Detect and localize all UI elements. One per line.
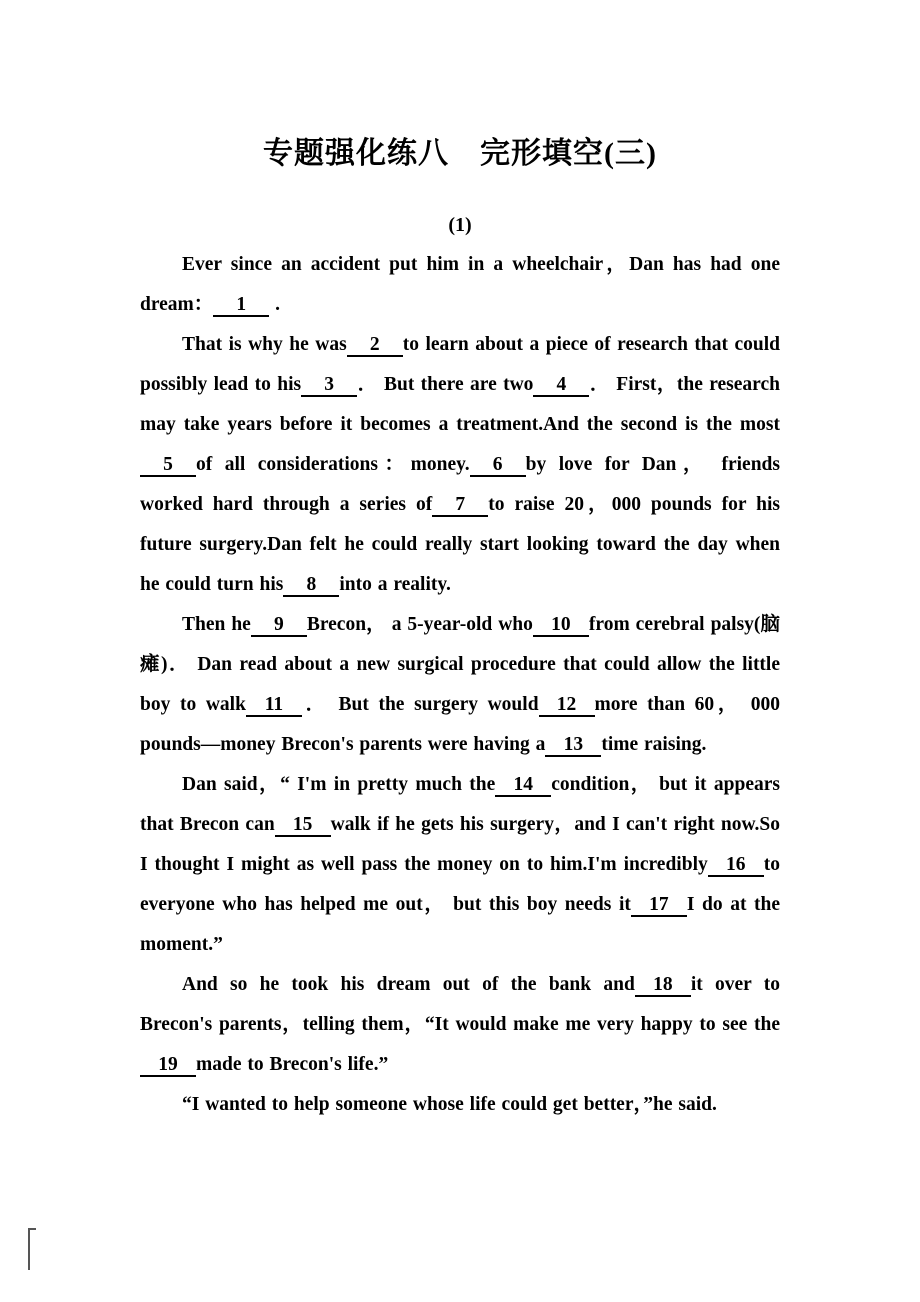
passage-text: of all considerations：money.	[196, 454, 470, 475]
passage-text: to everyone who has helped me out， but this boy needs it	[140, 854, 780, 915]
passage-text: ． But there are two	[357, 374, 534, 395]
passage	[140, 245, 780, 1125]
blank-10: 10	[533, 615, 589, 637]
passage-text: time raising.	[601, 734, 707, 755]
passage-text: Ever since an accident put him in a wheelchair，Dan has had one dream：	[140, 254, 780, 315]
passage-text: it over to Brecon's parents，telling them，“It would make me very happy to see the	[140, 974, 780, 1035]
passage-paragraph	[140, 765, 780, 965]
passage-text: And so he took his dream out of the bank and	[182, 974, 635, 995]
blank-14: 14	[495, 775, 551, 797]
passage-text: walk if he gets his surgery，and I can't right now.So I thought I might as well pass the money on to him.I'm incredibly	[140, 814, 780, 875]
blank-8: 8	[283, 575, 339, 597]
passage-text: more than 60， 000 pounds—money Brecon's parents were having a	[140, 694, 781, 755]
blank-12: 12	[539, 695, 595, 717]
passage-text: from cerebral palsy(脑瘫)． Dan read about a new surgical procedure that could allow the little boy to walk	[140, 614, 781, 715]
passage-text: to raise 20，000 pounds for his future surgery.Dan felt he could really start looking toward the day when he could turn his	[140, 494, 780, 595]
passage-text: by love for Dan， friends worked hard through a series of	[140, 454, 780, 515]
passage-text: Dan said，“ I'm in pretty much the	[182, 774, 496, 795]
passage-text: to learn about a piece of research that could possibly lead to his	[140, 334, 781, 395]
passage-paragraph	[140, 245, 780, 325]
passage-paragraph	[140, 605, 780, 765]
blank-1: 1	[213, 295, 269, 317]
passage-paragraph	[140, 1085, 780, 1125]
blank-18: 18	[635, 975, 691, 997]
passage-paragraph	[140, 965, 780, 1085]
blank-4: 4	[533, 375, 589, 397]
blank-11: 11	[246, 695, 302, 717]
blank-2: 2	[347, 335, 403, 357]
passage-text: condition， but it appears that Brecon can	[140, 774, 780, 835]
scan-edge-artifact	[28, 1228, 30, 1270]
blank-6: 6	[470, 455, 526, 477]
passage-text: Brecon， a 5-year-old who	[306, 614, 533, 635]
passage-text: Then he	[182, 614, 251, 635]
passage-paragraph	[140, 325, 780, 605]
passage-text: “I wanted to help someone whose life could get better，”he said.	[182, 1094, 717, 1115]
passage-text: .	[269, 294, 281, 315]
blank-13: 13	[545, 735, 601, 757]
blank-3: 3	[301, 375, 357, 397]
blank-7: 7	[432, 495, 488, 517]
blank-19: 19	[140, 1055, 196, 1077]
blank-9: 9	[251, 615, 307, 637]
blank-17: 17	[631, 895, 687, 917]
passage-text: into a reality.	[339, 574, 451, 595]
passage-text: ． First，the research may take years before it becomes a treatment.And the second is the most	[140, 374, 780, 435]
passage-text: I do at the moment.”	[140, 894, 781, 955]
page-title: 专题强化练八 完形填空(三)	[263, 137, 657, 170]
blank-15: 15	[275, 815, 331, 837]
passage-text: made to Brecon's life.”	[196, 1054, 389, 1075]
section-label: (1)	[448, 214, 472, 236]
passage-text: ． But the surgery would	[301, 694, 539, 715]
blank-16: 16	[708, 855, 764, 877]
passage-text: That is why he was	[182, 334, 347, 355]
blank-5: 5	[140, 455, 196, 477]
